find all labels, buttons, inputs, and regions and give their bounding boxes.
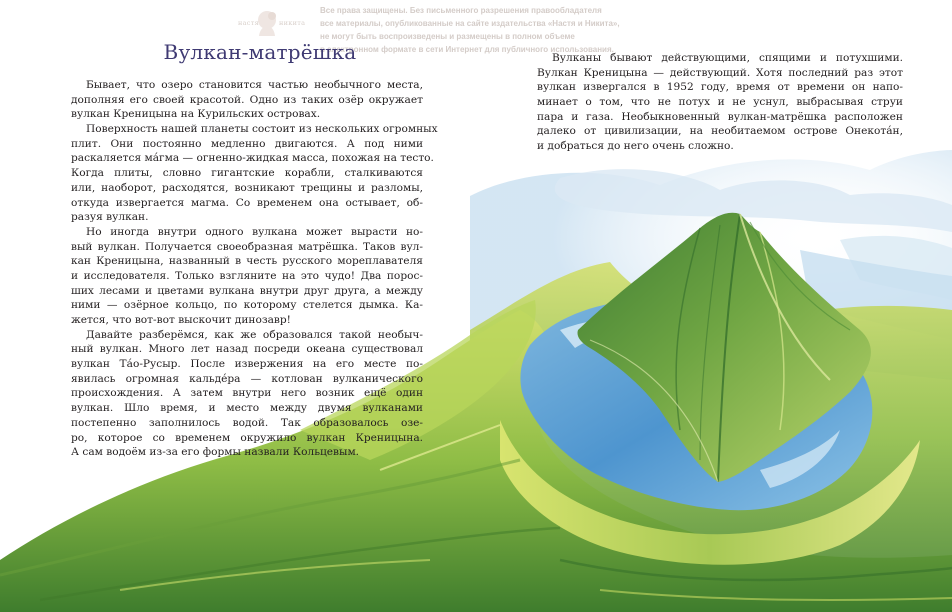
text-line: ный вулкан. Много лет назад посреди океана существовал [71,343,423,356]
watermark-line: Все права защищены. Без письменного разрешения правообладателя [320,6,602,15]
text-line: ро, которое со временем окружило вулкан Креницына. [71,431,423,444]
left-text-column [71,78,438,460]
text-line: ших лесами и цветами вулкана внутри друг друга, а между [71,284,423,297]
text-line: жется, что вот-вот выскочит динозавр! [71,314,291,326]
text-line: вулкан Креницына на Курильских островах. [71,108,321,121]
text-line: откуда извергается магма. Со временем она остывает, об- [71,196,423,209]
text-line: или, наоборот, расходятся, возникают трещины и разломы, [71,181,423,194]
text-line: разуя вулкан. [71,211,149,224]
text-line: и добраться до него очень сложно. [537,140,734,153]
logo-text-right: никита [279,19,306,27]
text-line: вулкан. Шло время, и место между двумя вулканами [71,402,423,415]
watermark-line: не могут быть воспроизведены и размещены в полном объеме [320,32,575,41]
text-line: постепенно заполнилось водой. Так образовалось озе- [71,416,423,429]
page-title: Вулкан-матрёшка [163,40,357,64]
text-line: Но иногда внутри одного вулкана может вырасти но- [86,225,423,238]
text-line: вулкан Тáо-Русыр. После извержения на его месте по- [71,358,423,371]
text-line: вулкан извергался в 1952 году, время от времени он напо- [537,81,903,94]
text-line: ними — озёрное кольцо, по которому стелется дымка. Ка- [71,299,423,312]
text-line: Давайте разберёмся, как же образовался такой необыч- [86,328,423,341]
text-line: далеко от цивилизации, на необитаемом острове Онекотáн, [537,125,903,138]
text-line: Когда плиты, словно гигантские корабли, сталкиваются [71,167,423,180]
text-line: плит. Они постоянно медленно двигаются. А под ними [71,137,423,150]
text-line: и исследователя. Только взгляните на это чудо! Два порос- [71,269,423,282]
text-line: дополняя его своей красотой. Одно из таких озёр окружает [71,93,423,106]
watermark-line: в электронном формате в сети Интернет для публичного использования. [320,45,614,54]
text-line: минает о том, что не потух и не уснул, выбрасывая струи [537,96,903,109]
right-text-column [537,51,903,154]
text-line: Бывает, что озеро становится частью необычного места, [86,79,423,91]
text-line: явилась огромная кальдéра — котлован вулканического [71,372,423,385]
text-line: происхождения. А затем внутри него возник ещё один [71,387,423,400]
text-line: Вулканы бывают действующими, спящими и потухшими. [552,52,903,64]
text-line: раскаляется мáгма — огненно-жидкая масса, похожая на тесто. [71,152,434,165]
text-line: кан Креницына, названный в честь русского мореплавателя [71,255,423,268]
text-line: вый вулкан. Получается своеобразная матрёшка. Таков вул- [71,240,423,253]
text-line: Поверхность нашей планеты состоит из нескольких огромных [86,123,438,136]
text-line: пара и газа. Необыкновенный вулкан-матрёшка расположен [537,110,903,123]
text-line: А сам водоём из-за его формы назвали Кольцевым. [71,446,360,459]
watermark-line: все материалы, опубликованные на сайте издательства «Настя и Никита», [320,19,620,28]
text-line: Вулкан Креницына — действующий. Хотя последний раз этот [537,66,903,79]
logo-text-left: настя [238,19,260,27]
